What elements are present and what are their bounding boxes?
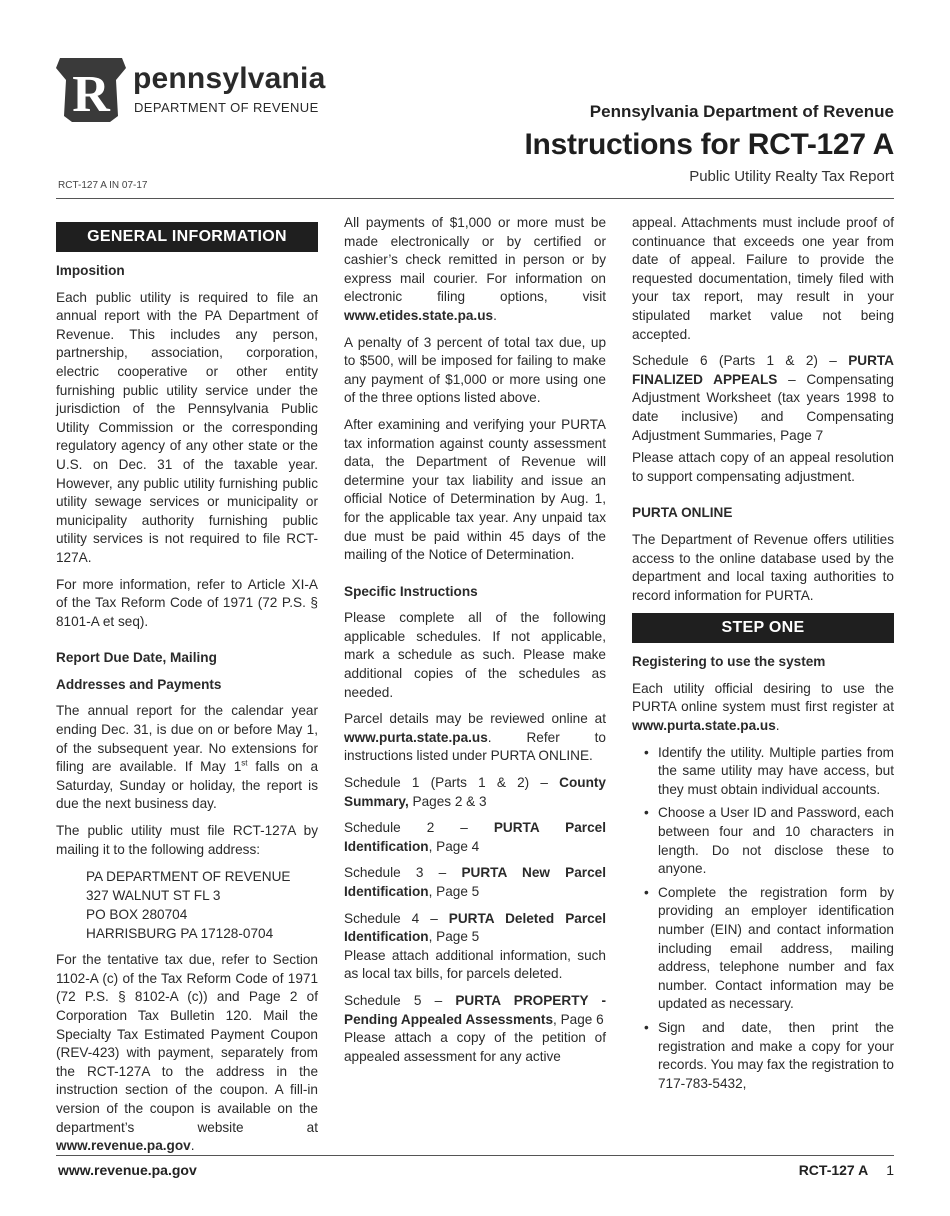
column-1 [56, 214, 318, 1164]
list-item: • Complete the registration form by providing an employer identification number (EIN) and contact information including email address, mailing address, telephone number and fax number. Contact information may be updated as necessary. [658, 884, 894, 1014]
column-2 [344, 214, 606, 1074]
report-heading-line1: Report Due Date, Mailing [56, 650, 217, 666]
schedule-4: Schedule 4 – PURTA Deleted Parcel Identification, Page 5 [344, 910, 607, 945]
more-info-paragraph: For more information, refer to Article XI-A of the Tax Reform Code of 1971 (72 P.S. § 8101-A et seq). [56, 576, 318, 629]
schedule-6: Schedule 6 (Parts 1 & 2) – PURTA FINALIZED APPEALS – Compensating Adjustment Worksheet (tax years 1998 to date inclusive) and Compensating Adjustment Summaries, Page 7 [632, 353, 894, 443]
purta-register-link[interactable]: www.purta.state.pa.us [632, 718, 776, 734]
footer-form-code: RCT-127 A [798, 1162, 869, 1178]
due-date-paragraph: The annual report for the calendar year ending Dec. 31, is due on or before May 1, of the subsequent year. No extensions for filing are available. If May 1st falls on a Saturday, Sunday or holiday, the report is due the next business day. [56, 703, 319, 812]
registration-steps-list [632, 744, 894, 1094]
report-heading-line2: Addresses and Payments [56, 676, 222, 692]
mailing-paragraph: The public utility must file RCT-127A by mailing it to the following address: [56, 823, 318, 857]
etides-link[interactable]: www.etides.state.pa.us [344, 307, 494, 323]
determination-paragraph: After examining and verifying your PURTA tax information against county assessment data, the Department of Revenue will determine your tax liability and issue an official Notice of Determination by Aug. 1, for the applicable tax year. Any unpaid tax due must be paid within 45 days of the mailing of the Notice of Determination. [344, 416, 606, 563]
imposition-paragraph: Each public utility is required to file an annual report with the PA Department of Revenue. This includes any person, partnership, association, corporation, electric cooperative or other entity furnishing public utility service under the jurisdiction of the Pennsylvania Public Utility Commission or the corresponding regulatory agency of any other state or the U.S. on Dec. 31 of the taxable year. However, any public utility furnishing public utility sewage services or municipality or municipality authority furnishing public utility services is not required to file RCT-127A. [56, 289, 318, 565]
schedule-1: Schedule 1 (Parts 1 & 2) – County Summary, Pages 2 & 3 [344, 775, 606, 809]
page-subtitle: Public Utility Realty Tax Report [689, 168, 894, 185]
payments-paragraph: All payments of $1,000 or more must be made electronically or by certified or cashier’s check remitted in person or by express mail courier. For information on electronic filing options, visit www.etides.state.pa.us. [344, 215, 606, 323]
schedule-2: Schedule 2 – PURTA Parcel Identification, Page 4 [344, 820, 606, 854]
penalty-paragraph: A penalty of 3 percent of total tax due, up to $500, will be imposed for failing to make any payment of $1,000 or more using one of the three options listed above. [344, 334, 606, 406]
purta-online-heading: PURTA ONLINE [632, 505, 733, 521]
schedule-5: Schedule 5 – PURTA PROPERTY - Pending Appealed Assessments, Page 6 [344, 992, 607, 1027]
address-line: HARRISBURG PA 17128-0704 [86, 926, 274, 942]
schedule-4-note: Please attach additional information, such as local tax bills, for parcels deleted. [344, 947, 606, 982]
list-item: • Choose a User ID and Password, each between four and 10 characters in length. Do not disclose these to anyone. [658, 804, 894, 878]
header-divider [56, 198, 894, 199]
footer-page-info [799, 1162, 894, 1178]
footer-divider [56, 1155, 894, 1156]
address-line: 327 WALNUT ST FL 3 [86, 888, 221, 904]
column-3 [632, 214, 894, 1098]
purta-link[interactable]: www.purta.state.pa.us [344, 729, 488, 745]
agency-name: Pennsylvania Department of Revenue [589, 102, 894, 121]
page-number: 1 [886, 1162, 894, 1178]
specific-instructions-paragraph: Please complete all of the following applicable schedules. If not applicable, mark a schedule as such. Please make additional copies of the schedules as needed. [344, 610, 606, 700]
registering-heading: Registering to use the system [632, 654, 826, 670]
address-line: PO BOX 280704 [86, 907, 188, 923]
footer-website-link[interactable]: www.revenue.pa.gov [58, 1162, 197, 1178]
page-title: Instructions for RCT-127 A [524, 128, 894, 161]
schedule-6-note: Please attach copy of an appeal resolution to support compensating adjustment. [632, 450, 894, 484]
logo-letter: R [72, 66, 110, 123]
list-item: • Sign and date, then print the registration and make a copy for your records. You may fax the registration to 717-783-5432, [658, 1019, 894, 1093]
department-logo [56, 56, 356, 126]
tentative-tax-paragraph: For the tentative tax due, refer to Section 1102-A (c) of the Tax Reform Code of 1971 (72 P.S. § 8102-A (c)) and Page 2 of Corporation Tax Bulletin 120. Mail the Specialty Tax Estimated Payment Coupon (REV-423) with payment, separately from the RCT-127A to the address in the instruction section of the coupon. A fill-in version of the coupon is available on the department’s website at www.revenue.pa.gov. [56, 952, 318, 1154]
schedule-3: Schedule 3 – PURTA New Parcel Identification, Page 5 [344, 865, 606, 899]
form-code: RCT-127 A IN 07-17 [58, 180, 148, 191]
logo-subtitle: DEPARTMENT OF REVENUE [134, 100, 319, 115]
mailing-address [86, 867, 318, 943]
purta-online-paragraph: The Department of Revenue offers utilities access to the online database used by the department and local taxing authorities to record information for PURTA. [632, 531, 894, 603]
keystone-logo-icon [56, 56, 126, 124]
list-item: • Identify the utility. Multiple parties from the same utility may have access, but they must obtain individual accounts. [658, 744, 894, 800]
address-line: PA DEPARTMENT OF REVENUE [86, 869, 291, 885]
schedule-5-note: Please attach a copy of the petition of appealed assessment for any active [344, 1030, 606, 1064]
step-one-banner: STEP ONE [632, 613, 894, 643]
general-information-banner: GENERAL INFORMATION [56, 222, 318, 252]
imposition-heading: Imposition [56, 263, 125, 278]
revenue-website-link[interactable]: www.revenue.pa.gov [56, 1138, 191, 1154]
logo-wordmark: pennsylvania [133, 62, 326, 95]
parcel-details-paragraph: Parcel details may be reviewed online at www.purta.state.pa.us. Refer to instructions listed under PURTA ONLINE. [344, 711, 606, 764]
appeal-paragraph: appeal. Attachments must include proof of continuance that exceeds one year from date of appeal. Failure to provide the requested documentation, timely filed with your tax report, may result in your stipulated market value not being accepted. [632, 215, 894, 342]
specific-instructions-heading: Specific Instructions [344, 583, 478, 599]
registering-paragraph: Each utility official desiring to use the PURTA online system must first register at www.purta.state.pa.us. [632, 680, 894, 734]
